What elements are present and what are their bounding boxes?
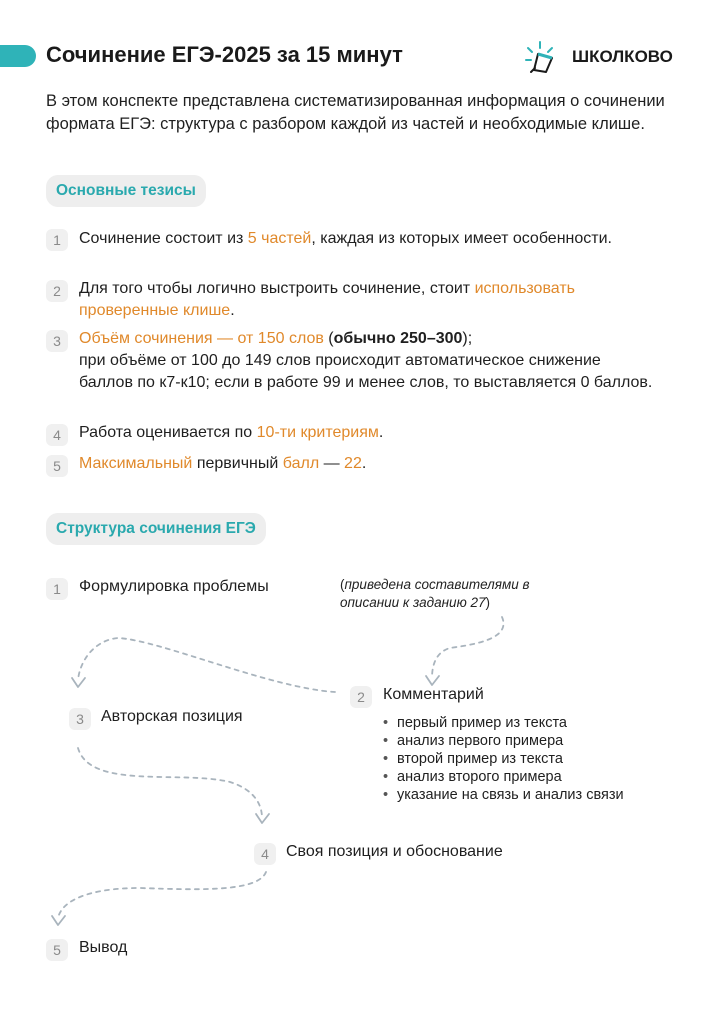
list-item: • второй пример из текста	[383, 750, 624, 768]
step-1-label: Формулировка проблемы	[79, 578, 269, 595]
step-2-label: Комментарий	[383, 686, 484, 703]
theses-heading: Основные тезисы	[46, 175, 206, 207]
step-1-note: (приведена составителями в описании к заданию 27)	[340, 577, 530, 610]
step-number: 2	[350, 686, 372, 708]
thesis-item-3: Объём сочинения — от 150 слов (обычно 250–300); при объёме от 100 до 149 слов происходит автоматическое снижение баллов по к7-к10; если в работе 99 и менее слов, то выставляется 0 баллов.	[79, 330, 653, 391]
thesis-item-1: Сочинение состоит из 5 частей, каждая из которых имеет особенности.	[79, 230, 612, 247]
arrow-1-to-2	[432, 617, 504, 678]
step-2-bullets	[383, 714, 624, 804]
thesis-number: 4	[46, 424, 68, 446]
thesis-item-5: Максимальный первичный балл — 22.	[79, 455, 367, 472]
arrow-2-to-3	[78, 638, 335, 692]
arrowhead-5	[52, 916, 65, 925]
arrow-3-to-4	[78, 748, 262, 818]
step-number: 4	[254, 843, 276, 865]
logo-text: ШКОЛКОВО	[572, 47, 673, 66]
thesis-item-2: Для того чтобы логично выстроить сочинение, стоит использовать проверенные клише.	[79, 280, 575, 319]
list-item: • указание на связь и анализ связи	[383, 786, 624, 804]
thesis-item-4: Работа оценивается по 10-ти критериям.	[79, 424, 384, 441]
step-number: 3	[69, 708, 91, 730]
arrow-4-to-5	[58, 872, 266, 918]
thesis-number: 3	[46, 330, 68, 352]
arrowhead-3	[72, 678, 85, 687]
list-item: • анализ первого примера	[383, 732, 624, 750]
thesis-number: 2	[46, 280, 68, 302]
step-5-label: Вывод	[79, 939, 128, 956]
step-3-label: Авторская позиция	[101, 708, 243, 725]
structure-heading: Структура сочинения ЕГЭ	[46, 513, 266, 545]
page-title: Сочинение ЕГЭ-2025 за 15 минут	[46, 42, 403, 67]
intro-paragraph: В этом конспекте представлена систематизированная информация о сочинении формата ЕГЭ: структура с разбором каждой из частей и необходимые клише.	[46, 92, 665, 133]
list-item: • первый пример из текста	[383, 714, 624, 732]
step-number: 5	[46, 939, 68, 961]
list-item: • анализ второго примера	[383, 768, 624, 786]
thesis-number: 5	[46, 455, 68, 477]
step-number: 1	[46, 578, 68, 600]
step-4-label: Своя позиция и обоснование	[286, 843, 503, 860]
thesis-number: 1	[46, 229, 68, 251]
arrowhead-4	[256, 814, 269, 823]
